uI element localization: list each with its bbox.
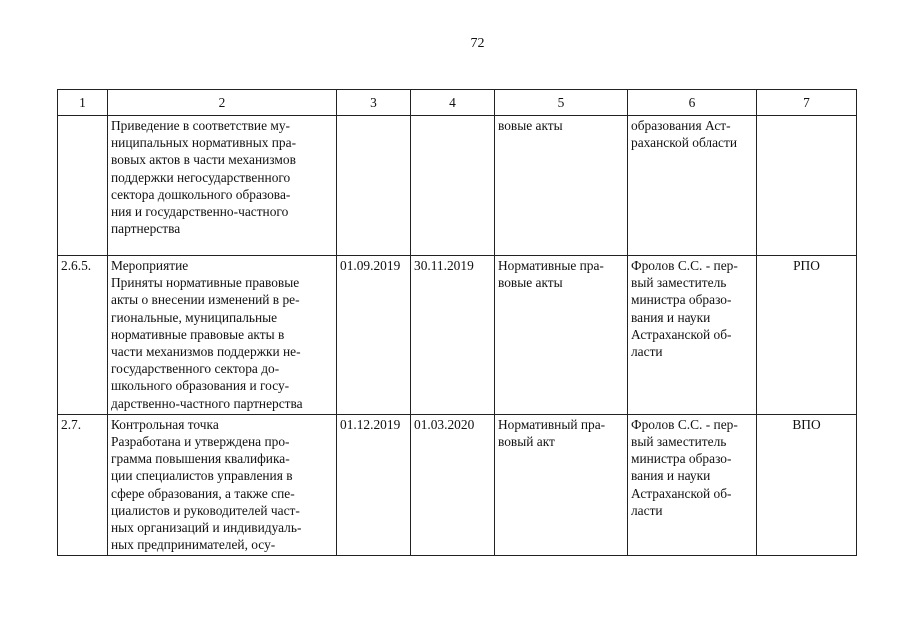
- responsible-line: министра образо-: [631, 451, 732, 467]
- end-date-cell: [411, 116, 495, 256]
- header-cell: 3: [337, 90, 411, 116]
- item-number-cell: 2.7.: [58, 414, 108, 556]
- responsible-line: ласти: [631, 344, 663, 360]
- description-line: школьного образования и госу-: [111, 378, 290, 394]
- item-number-cell: [58, 116, 108, 256]
- description-line: гиональные, муниципальные: [111, 309, 278, 325]
- start-date-cell: [337, 116, 411, 256]
- description-line: ниципальных нормативных пра-: [111, 135, 297, 151]
- table-row: [58, 414, 857, 556]
- responsible-line: вания и науки: [631, 309, 711, 325]
- description-line: грамма повышения квалифика-: [111, 451, 290, 467]
- header-cell: 2: [108, 90, 337, 116]
- responsible-cell: [628, 116, 757, 256]
- description-line: Контрольная точка: [111, 416, 219, 432]
- description-line: поддержки негосударственного: [111, 169, 291, 185]
- document-table: [57, 89, 857, 556]
- result-line: вовые акты: [498, 275, 563, 291]
- description-line: сфере образования, а также спе-: [111, 485, 295, 501]
- description-line: Мероприятие: [111, 258, 189, 273]
- description-line: Приведение в соответствие му-: [111, 118, 291, 133]
- type-cell: РПО: [757, 256, 857, 415]
- description-line: акты о внесении изменений в ре-: [111, 292, 300, 308]
- description-line: части механизмов поддержки не-: [111, 344, 301, 360]
- table-row: [58, 116, 857, 256]
- result-line: вовый акт: [498, 434, 555, 450]
- header-cell: 6: [628, 90, 757, 116]
- result-cell: [495, 414, 628, 556]
- responsible-cell: [628, 256, 757, 415]
- responsible-line: раханской области: [631, 135, 738, 151]
- responsible-line: вания и науки: [631, 468, 711, 484]
- responsible-line: ласти: [631, 502, 663, 518]
- description-line: нормативные правовые акты в: [111, 326, 285, 342]
- description-line: дарственно-частного партнерства: [111, 395, 303, 411]
- start-date-cell: 01.12.2019: [337, 414, 411, 556]
- description-cell: [108, 414, 337, 556]
- end-date-cell: 01.03.2020: [411, 414, 495, 556]
- description-cell: [108, 116, 337, 256]
- description-line: ния и государственно-частного: [111, 204, 289, 220]
- result-cell: [495, 256, 628, 415]
- table-header-row: [58, 90, 857, 116]
- item-number-cell: 2.6.5.: [58, 256, 108, 415]
- description-line: сектора дошкольного образова-: [111, 186, 291, 202]
- description-line: партнерства: [111, 221, 181, 237]
- responsible-line: Астраханской об-: [631, 485, 732, 501]
- description-line: ных организаций и индивидуаль-: [111, 520, 302, 536]
- responsible-line: вый заместитель: [631, 275, 727, 291]
- result-cell: [495, 116, 628, 256]
- table-row: [58, 256, 857, 415]
- responsible-line: Астраханской об-: [631, 326, 732, 342]
- responsible-line: Фролов С.С. - пер-: [631, 258, 738, 273]
- description-line: циалистов и руководителей част-: [111, 502, 300, 518]
- responsible-line: Фролов С.С. - пер-: [631, 416, 738, 432]
- description-line: ных предпринимателей, осу-: [111, 537, 276, 553]
- header-cell: 1: [58, 90, 108, 116]
- description-line: Приняты нормативные правовые: [111, 275, 300, 291]
- start-date-cell: 01.09.2019: [337, 256, 411, 415]
- description-line: ции специалистов управления в: [111, 468, 293, 484]
- responsible-cell: [628, 414, 757, 556]
- header-cell: 4: [411, 90, 495, 116]
- result-line: Нормативный пра-: [498, 416, 606, 432]
- page-number: 72: [470, 36, 485, 51]
- header-cell: 5: [495, 90, 628, 116]
- responsible-line: вый заместитель: [631, 434, 727, 450]
- header-cell: 7: [757, 90, 857, 116]
- end-date-cell: 30.11.2019: [411, 256, 495, 415]
- result-line: вовые акты: [498, 118, 563, 133]
- description-cell: [108, 256, 337, 415]
- type-cell: [757, 116, 857, 256]
- description-line: вовых актов в части механизмов: [111, 152, 296, 168]
- description-line: государственного сектора до-: [111, 361, 280, 377]
- responsible-line: министра образо-: [631, 292, 732, 308]
- description-line: Разработана и утверждена про-: [111, 434, 290, 450]
- type-cell: ВПО: [757, 414, 857, 556]
- responsible-line: образования Аст-: [631, 118, 731, 133]
- result-line: Нормативные пра-: [498, 258, 604, 273]
